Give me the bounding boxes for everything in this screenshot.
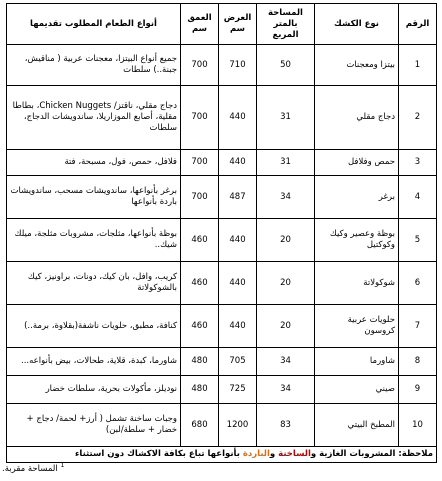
table-row bbox=[7, 376, 437, 404]
cell-depth: 480 bbox=[181, 376, 219, 404]
header-depth: العمق سم bbox=[181, 4, 219, 45]
table-row bbox=[7, 86, 437, 150]
cell-width: 440 bbox=[219, 262, 257, 305]
cell-width: 725 bbox=[219, 376, 257, 404]
cell-kiosk-type: برغر bbox=[315, 176, 399, 219]
cell-kiosk-type: حلويات عربية كروسون bbox=[315, 305, 399, 348]
cell-food-types: فلافل، حمص، فول، مسبحة، فتة bbox=[7, 150, 181, 176]
cell-index: 8 bbox=[399, 348, 437, 376]
note-suffix: بأنواعها تباع بكافة الاكشاك دون استثناء bbox=[75, 449, 243, 459]
header-width: العرض سم bbox=[219, 4, 257, 45]
cell-width: 487 bbox=[219, 176, 257, 219]
cell-kiosk-type: بوظة وعصير وكيك وكوكتيل bbox=[315, 219, 399, 262]
cell-kiosk-type: دجاج مقلي bbox=[315, 86, 399, 150]
cell-food-types: كريب، وافل، بان كيك، دونات، براونيز، كيك بالشوكولاتة bbox=[7, 262, 181, 305]
cell-area: 34 bbox=[257, 348, 315, 376]
note-text bbox=[7, 447, 437, 463]
cell-area: 31 bbox=[257, 150, 315, 176]
cell-depth: 700 bbox=[181, 86, 219, 150]
cell-food-types: جميع أنواع البيتزا، معجنات عربية ( مناقيش، جبنة..) سلطات bbox=[7, 45, 181, 86]
cell-area: 50 bbox=[257, 45, 315, 86]
note-hot: الساخنة bbox=[278, 449, 311, 459]
cell-index: 7 bbox=[399, 305, 437, 348]
cell-kiosk-type: شاورما bbox=[315, 348, 399, 376]
cell-area: 83 bbox=[257, 404, 315, 447]
cell-depth: 480 bbox=[181, 348, 219, 376]
table-row bbox=[7, 305, 437, 348]
cell-depth: 680 bbox=[181, 404, 219, 447]
header-index: الرقم bbox=[399, 4, 437, 45]
cell-area: 34 bbox=[257, 176, 315, 219]
cell-kiosk-type: المطبخ البيتي bbox=[315, 404, 399, 447]
cell-depth: 700 bbox=[181, 176, 219, 219]
cell-index: 2 bbox=[399, 86, 437, 150]
cell-food-types: شاورما، كبدة، قلاية، طحالات، بيض بأنواعه... bbox=[7, 348, 181, 376]
cell-depth: 700 bbox=[181, 150, 219, 176]
table-header-row bbox=[7, 4, 437, 45]
cell-depth: 460 bbox=[181, 219, 219, 262]
table-row bbox=[7, 45, 437, 86]
header-food-types: أنواع الطعام المطلوب تقديمها bbox=[7, 4, 181, 45]
cell-area: 31 bbox=[257, 86, 315, 150]
table-row bbox=[7, 262, 437, 305]
kiosk-table bbox=[6, 3, 437, 463]
cell-kiosk-type: شوكولاتة bbox=[315, 262, 399, 305]
cell-depth: 460 bbox=[181, 262, 219, 305]
note-row bbox=[7, 447, 437, 463]
cell-food-types: دجاج مقلي، ناقتز/ Chicken Nuggets، بطاطا مقلية، أصابع الموزاريلا، ساندويشات الدجاج، سلطات bbox=[7, 86, 181, 150]
header-area: المساحة بالمتر المربع bbox=[257, 4, 315, 45]
footnote-text: المساحة مقربة. bbox=[2, 463, 58, 474]
cell-food-types: نوديلز، مأكولات بحرية، سلطات خضار bbox=[7, 376, 181, 404]
cell-index: 10 bbox=[399, 404, 437, 447]
cell-width: 1200 bbox=[219, 404, 257, 447]
footnote bbox=[2, 462, 432, 474]
table-row bbox=[7, 219, 437, 262]
cell-width: 710 bbox=[219, 45, 257, 86]
note-cold: الباردة bbox=[242, 449, 270, 459]
cell-food-types: وجبات ساخنة تشمل ( أرز+ لحمة/ دجاج + خضار + سلطة/لبن) bbox=[7, 404, 181, 447]
cell-area: 34 bbox=[257, 376, 315, 404]
table-row bbox=[7, 150, 437, 176]
cell-food-types: برغر بأنواعها، ساندويشات مسحب، ساندويشات باردة بأنواعها bbox=[7, 176, 181, 219]
cell-food-types: بوظة بأنواعها، مثلجات، مشروبات مثلجة، ميلك شيك.. bbox=[7, 219, 181, 262]
note-middle: و bbox=[269, 449, 279, 459]
footnote-mark: 1 bbox=[60, 462, 65, 469]
cell-width: 440 bbox=[219, 150, 257, 176]
cell-kiosk-type: حمص وفلافل bbox=[315, 150, 399, 176]
cell-kiosk-type: صيني bbox=[315, 376, 399, 404]
cell-index: 4 bbox=[399, 176, 437, 219]
cell-depth: 700 bbox=[181, 45, 219, 86]
cell-area: 20 bbox=[257, 219, 315, 262]
cell-food-types: كنافة، مطبق، حلويات ناشفة(بقلاوة، برمة..) bbox=[7, 305, 181, 348]
cell-area: 20 bbox=[257, 262, 315, 305]
cell-index: 3 bbox=[399, 150, 437, 176]
cell-index: 9 bbox=[399, 376, 437, 404]
table-row bbox=[7, 404, 437, 447]
cell-index: 1 bbox=[399, 45, 437, 86]
cell-width: 705 bbox=[219, 348, 257, 376]
cell-depth: 460 bbox=[181, 305, 219, 348]
note-prefix: ملاحظة: المشروبات الغازية و bbox=[310, 449, 433, 459]
cell-index: 5 bbox=[399, 219, 437, 262]
cell-kiosk-type: بيتزا ومعجنات bbox=[315, 45, 399, 86]
cell-width: 440 bbox=[219, 305, 257, 348]
cell-area: 20 bbox=[257, 305, 315, 348]
cell-index: 6 bbox=[399, 262, 437, 305]
table-row bbox=[7, 176, 437, 219]
table-row bbox=[7, 348, 437, 376]
header-kiosk-type: نوع الكشك bbox=[315, 4, 399, 45]
cell-width: 440 bbox=[219, 86, 257, 150]
cell-width: 440 bbox=[219, 219, 257, 262]
